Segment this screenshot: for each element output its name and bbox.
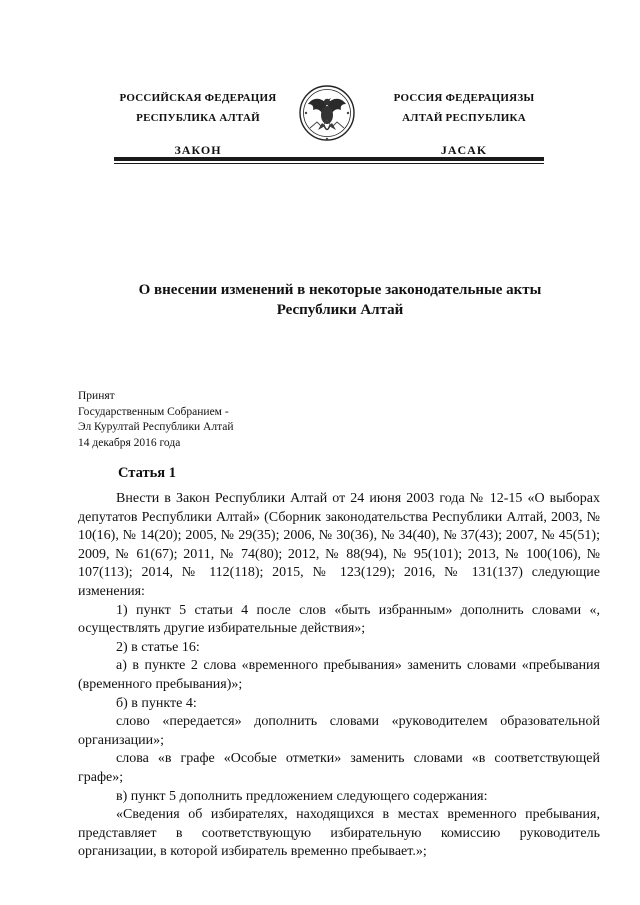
letterhead-left-republic: РЕСПУБЛИКА АЛТАЙ	[136, 112, 260, 124]
article-heading: Статья 1	[118, 465, 176, 481]
adoption-body-line-2: Эл Курултай Республики Алтай	[78, 421, 234, 433]
article-body	[78, 490, 600, 862]
adoption-label: Принят	[78, 390, 115, 402]
article-paragraph: слово «передается» дополнить словами «руководителем образовательной организации»;	[78, 714, 600, 748]
article-paragraph: а) в пункте 2 слова «временного пребывания» заменить словами «пребывания (временного пребывания)»;	[78, 658, 600, 692]
article-paragraph: слова «в графе «Особые отметки» заменить словами «в соответствующей графе»;	[78, 751, 600, 785]
letterhead-left	[98, 88, 298, 160]
law-title-line-1: О внесении изменений в некоторые законодательные акты	[138, 282, 542, 298]
article-paragraph: Внести в Закон Республики Алтай от 24 июня 2003 года № 12-15 «О выборах депутатов Республики Алтай» (Сборник законодательства Республики Алтай, 2003, № 10(16), № 14(20); 2005, № 29(35); 2006, № 30(36), № 34(40), № 37(43); 2007, № 45(51); 2009, № 61(67); 2011, № 74(80); 2012, № 88(94), № 95(101); 2013, № 100(106), № 107(113); 2014, № 112(118); 2015, № 123(129); 2016, № 131(137) следующие изменения:	[78, 491, 600, 599]
coat-of-arms-icon	[298, 82, 356, 144]
article-paragraph: в) пункт 5 дополнить предложением следующего содержания:	[116, 788, 488, 804]
letterhead-right-republic: АЛТАЙ РЕСПУБЛИКА	[402, 112, 526, 124]
article-paragraph: «Сведения об избирателях, находящихся в местах временного пребывания, представляет в соответствующую избирательную комиссию руководитель организации, в которой избиратель временно пребывает.»;	[78, 807, 600, 860]
law-title	[80, 280, 600, 320]
article-paragraph: 2) в статье 16:	[116, 639, 200, 655]
article-paragraph: 1) пункт 5 статьи 4 после слов «быть избранным» дополнить словами «, осуществлять другие избирательные действия»;	[78, 602, 600, 637]
letterhead-right-country: РОССИЯ ФЕДЕРАЦИЯЗЫ	[393, 92, 535, 104]
letterhead-right-doc-type: JACAK	[440, 143, 488, 157]
letterhead-divider	[114, 157, 544, 161]
letterhead-divider-thin	[114, 163, 544, 164]
adoption-body-line-1: Государственным Собранием -	[78, 405, 229, 418]
article-paragraph: б) в пункте 4:	[116, 695, 197, 711]
law-title-line-2: Республики Алтай	[276, 302, 404, 318]
adoption-date: 14 декабря 2016 года	[78, 436, 181, 449]
letterhead-left-doc-type: ЗАКОН	[174, 143, 222, 157]
letterhead-right	[364, 88, 564, 160]
adoption-info	[78, 389, 338, 451]
letterhead-left-country: РОССИЙСКАЯ ФЕДЕРАЦИЯ	[119, 92, 277, 104]
